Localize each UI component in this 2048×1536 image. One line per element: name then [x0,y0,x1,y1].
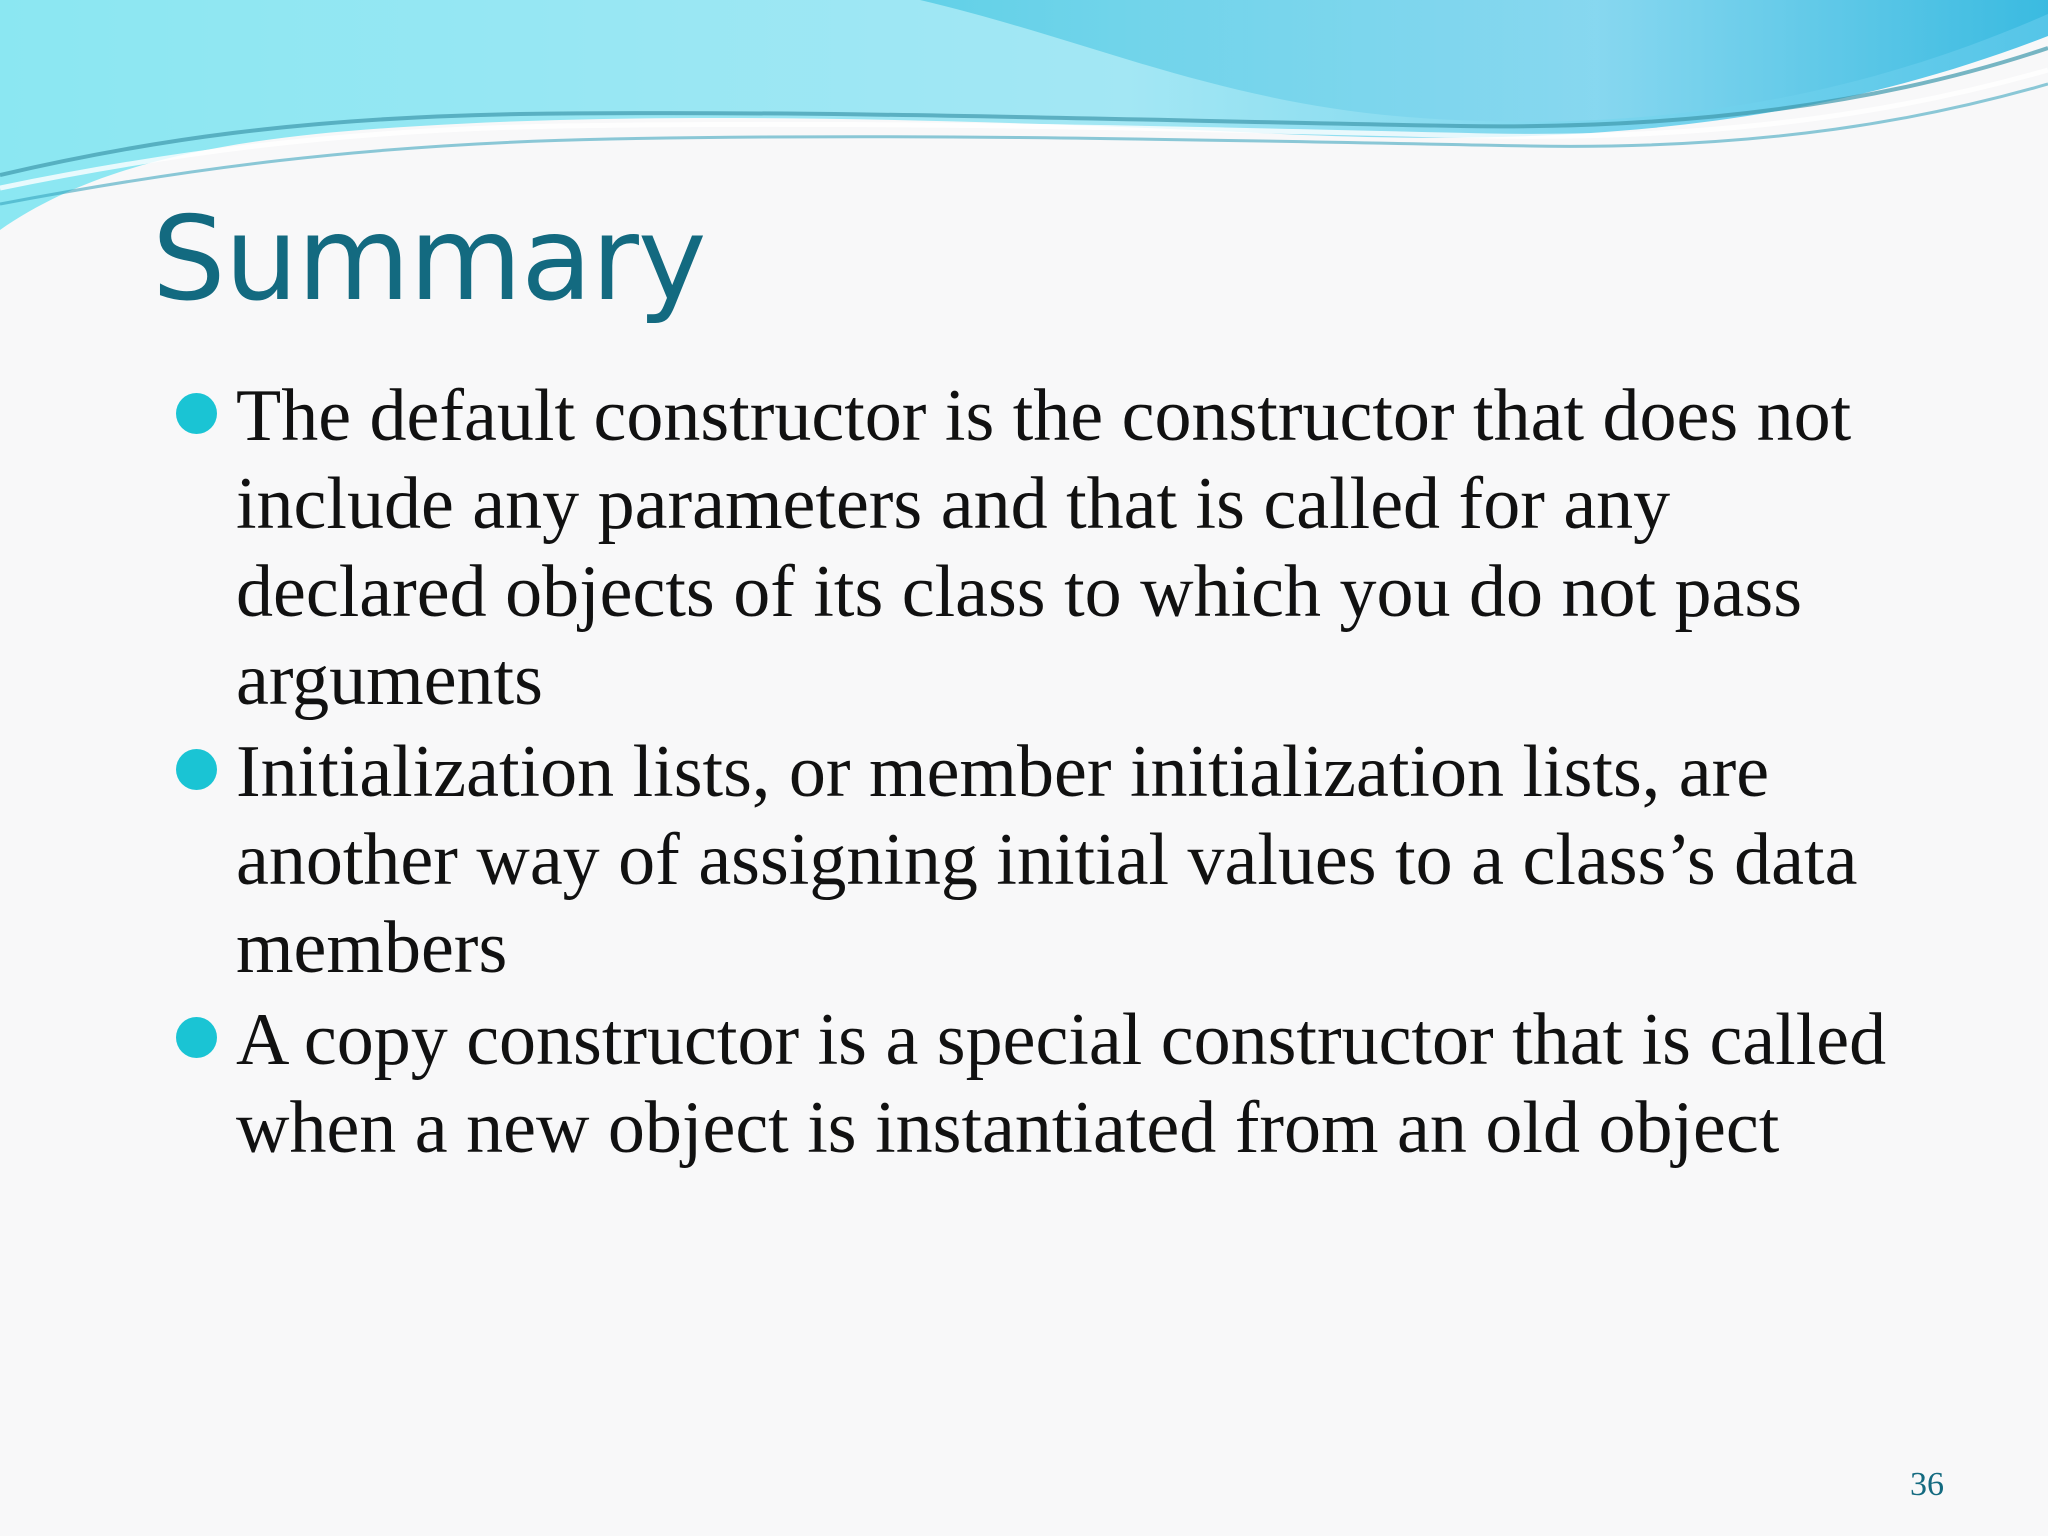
bullet-list [176,372,1896,1176]
slide-title: Summary [152,192,706,327]
page-number: 36 [1910,1466,1944,1503]
bullet-text: A copy constructor is a special constructor that is called when a new object is instantiated from an old object [236,999,1887,1169]
bullet-text: Initialization lists, or member initialization lists, are another way of assigning initial values to a class’s data members [236,731,1858,989]
bullet-text: The default constructor is the constructor that does not include any parameters and that is called for any declared objects of its class to which you do not pass arguments [236,375,1852,721]
bullet-dot-icon [176,393,217,434]
bullet-dot-icon [176,749,217,790]
bullet-item [176,372,1896,724]
bullet-item [176,728,1896,992]
bullet-dot-icon [176,1017,217,1058]
bullet-item [176,996,1896,1172]
